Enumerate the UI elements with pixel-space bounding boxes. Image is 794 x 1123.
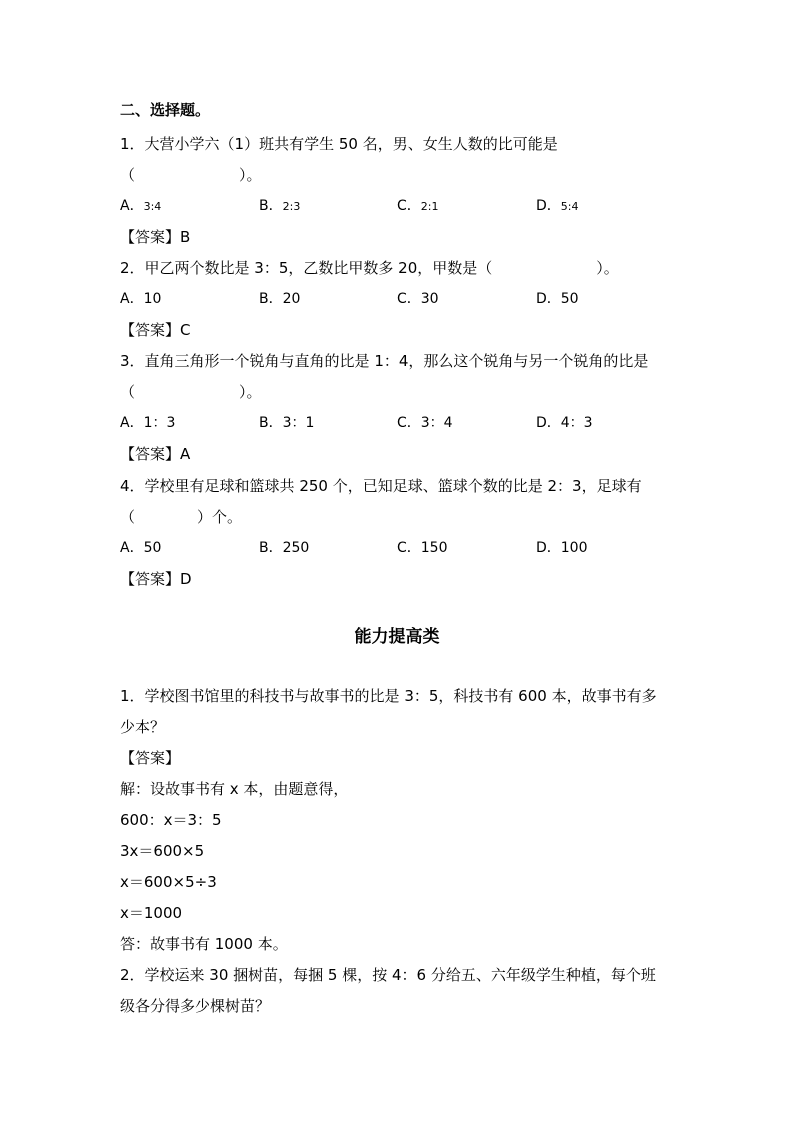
question-3-option-b: B．3：1 [259,415,315,431]
question-4-option-c: C．150 [397,540,448,556]
question-3-option-d: D．4：3 [536,415,593,431]
question-4-close-paren: ）个。 [197,508,243,526]
question-3-option-a: A．1：3 [120,415,176,431]
solution-line: x＝600×5÷3 [120,873,217,891]
problem-2-text-cont: 级各分得多少棵树苗？ [120,997,271,1015]
question-2-option-b: B．20 [259,291,301,307]
option-value: 2:3 [282,200,301,213]
question-3-blank-line [120,382,262,402]
problem-2-text: 2．学校运来 30 捆树苗，每捆 5 棵，按 4：6 分给五、六年级学生种植，每个班 [120,966,656,984]
question-4-blank-line [120,507,242,527]
option-letter: C． [397,198,421,214]
question-1-close-paren: ）。 [239,166,262,184]
question-1-text: 1．大营小学六（1）班共有学生 50 名，男、女生人数的比可能是 [120,135,558,153]
problem-1-answer-label: 【答案】 [120,749,181,767]
question-2-option-c: C．30 [397,291,439,307]
question-1-option-b [259,196,300,217]
question-1-answer: 【答案】B [120,228,191,246]
question-4-open-paren: （ [120,508,136,526]
question-2-option-a: A．10 [120,291,162,307]
question-3-answer: 【答案】A [120,445,191,463]
question-3-option-c: C．3：4 [397,415,453,431]
question-4-option-d: D．100 [536,540,588,556]
question-4-option-a: A．50 [120,540,162,556]
question-2-option-d: D．50 [536,291,579,307]
question-2-close-paren: ）。 [596,259,619,277]
question-1-option-a [120,196,161,217]
section-title: 二、选择题。 [120,101,211,119]
solution-line: 解：设故事书有 x 本，由题意得， [120,780,349,798]
option-value: 5:4 [560,200,579,213]
question-4-option-b: B．250 [259,540,310,556]
solution-conclusion: 答：故事书有 1000 本。 [120,935,288,953]
question-2-text [120,258,619,278]
question-4-answer: 【答案】D [120,570,192,588]
question-1-option-c [397,196,438,217]
option-letter: A． [120,198,144,214]
problem-1-text: 1．学校图书馆里的科技书与故事书的比是 3：5，科技书有 600 本，故事书有多 [120,687,657,705]
question-2-stem: 2．甲乙两个数比是 3：5，乙数比甲数多 20，甲数是（ [120,259,493,277]
question-4-text: 4．学校里有足球和篮球共 250 个，已知足球、篮球个数的比是 2：3，足球有 [120,477,642,495]
question-2-answer: 【答案】C [120,321,191,339]
section-heading: 能力提高类 [354,627,440,647]
option-letter: B． [259,198,283,214]
question-3-open-paren: （ [120,383,136,401]
question-3-text: 3．直角三角形一个锐角与直角的比是 1：4，那么这个锐角与另一个锐角的比是 [120,352,649,370]
solution-line: 3x＝600×5 [120,842,205,860]
problem-1-text-cont: 少本？ [120,718,166,736]
option-value: 2:1 [420,200,439,213]
solution-line: 600：x＝3：5 [120,811,222,829]
option-letter: D． [536,198,561,214]
question-1-open-paren: （ [120,166,136,184]
question-3-close-paren: ）。 [239,383,262,401]
solution-line: x＝1000 [120,904,183,922]
question-1-blank-line [120,165,262,185]
question-1-option-d [536,196,578,217]
option-value: 3:4 [143,200,162,213]
